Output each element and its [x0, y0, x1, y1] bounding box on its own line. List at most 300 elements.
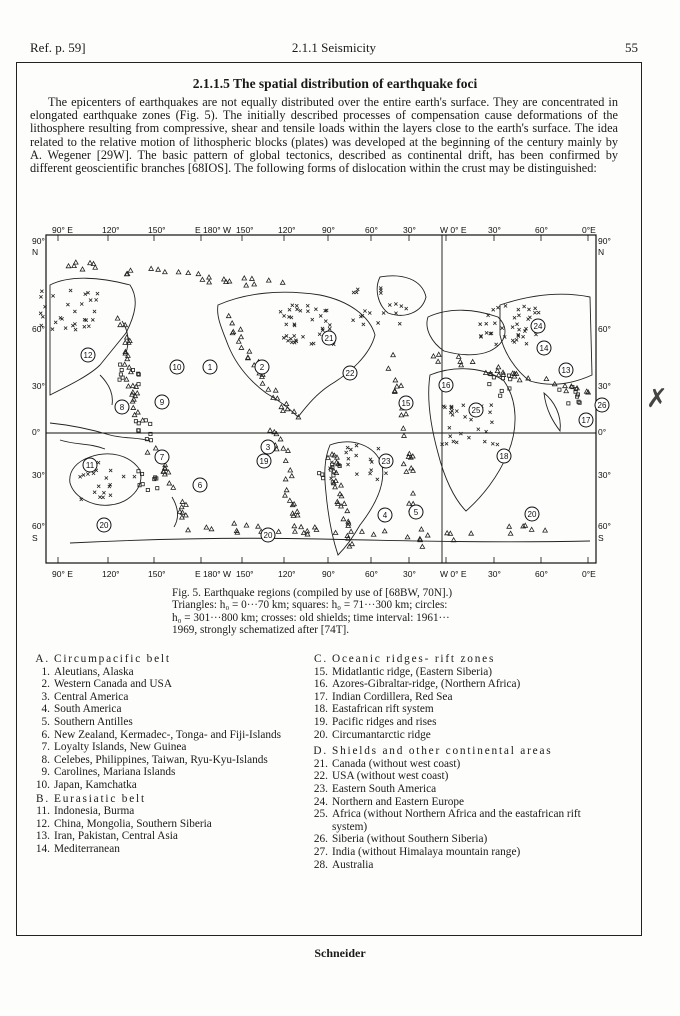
shallow-focus-triangle: [124, 377, 129, 381]
shallow-focus-triangle: [286, 448, 291, 452]
shallow-focus-triangle: [284, 488, 289, 492]
legend-item-number: 8.: [41, 753, 50, 766]
old-shield-cross: [87, 325, 90, 328]
shallow-focus-triangle: [382, 529, 387, 533]
shallow-focus-triangle: [284, 402, 289, 406]
running-header: [30, 40, 638, 58]
legend-item-number: 14.: [35, 842, 50, 855]
region-number: 6: [197, 481, 203, 490]
old-shield-cross: [346, 463, 349, 466]
old-shield-cross: [469, 418, 472, 421]
caption-line: h₀ = 301···800 km; crosses: old shields; time interval: 1961···: [172, 611, 450, 624]
old-shield-cross: [452, 440, 455, 443]
shallow-focus-triangle: [283, 458, 288, 462]
shallow-focus-triangle: [393, 378, 398, 382]
intermediate-focus-square: [507, 374, 510, 377]
legend-item-number: 13.: [35, 830, 50, 843]
shallow-focus-triangle: [122, 362, 127, 366]
old-shield-cross: [363, 309, 366, 312]
legend-group-d: [312, 745, 612, 758]
region-number-label: [322, 331, 336, 345]
old-shield-cross: [314, 308, 317, 311]
shallow-focus-triangle: [115, 316, 120, 320]
old-shield-cross: [485, 322, 488, 325]
legend-item: [34, 716, 314, 729]
region-number-label: [469, 403, 483, 417]
region-number-label: [378, 508, 392, 522]
intermediate-focus-square: [119, 363, 122, 366]
axis-ticks: [58, 235, 588, 563]
old-shield-cross: [306, 310, 309, 313]
group-title: Circumpacific belt: [54, 653, 171, 665]
shallow-focus-triangle: [266, 278, 271, 282]
shallow-focus-triangle: [469, 531, 474, 535]
shallow-focus-triangle: [227, 279, 232, 283]
shallow-focus-triangle: [273, 388, 278, 392]
region-number: 11: [85, 461, 95, 470]
old-shield-cross: [290, 341, 293, 344]
old-shield-cross: [356, 288, 359, 291]
region-number: 20: [527, 510, 537, 519]
legend-item: [312, 770, 612, 783]
longitude-label: 120°: [278, 569, 296, 579]
legend-item: [312, 716, 612, 729]
longitude-label: 150°: [148, 569, 166, 579]
legend-item-number: 7.: [41, 741, 50, 754]
legend-item-text: Eastafrican rift system: [332, 703, 434, 716]
latitude-label: N: [598, 247, 605, 257]
shallow-focus-triangle: [131, 383, 136, 387]
shallow-focus-triangle: [407, 451, 412, 455]
legend-item-number: 6.: [41, 728, 50, 741]
group-title: Shields and other continental areas: [332, 745, 553, 758]
old-shield-cross: [384, 472, 387, 475]
legend-item: [34, 678, 314, 691]
old-shield-cross: [394, 302, 397, 305]
old-shield-cross: [96, 292, 99, 295]
old-shield-cross: [91, 318, 94, 321]
region-number-label: [155, 395, 169, 409]
shallow-focus-triangle: [186, 528, 191, 532]
longitude-label: 150°: [236, 569, 254, 579]
intermediate-focus-square: [567, 402, 570, 405]
shallow-focus-triangle: [436, 352, 441, 356]
old-shield-cross: [286, 339, 289, 342]
old-shield-cross: [492, 308, 495, 311]
longitude-label: 120°: [278, 225, 296, 235]
legend-items-a: [34, 666, 314, 792]
group-letter: D.: [313, 745, 328, 758]
longitude-label: 0°E: [582, 225, 596, 235]
shallow-focus-triangle: [458, 359, 463, 363]
old-shield-cross: [109, 494, 112, 497]
shallow-focus-triangle: [419, 527, 424, 531]
latitude-label: 90°: [32, 236, 45, 246]
shallow-focus-triangle: [349, 529, 354, 533]
shallow-focus-triangle: [399, 383, 404, 387]
legend-item-text: Carolines, Mariana Islands: [54, 766, 176, 779]
intermediate-focus-square: [499, 394, 502, 397]
old-shield-cross: [388, 303, 391, 306]
old-shield-cross: [491, 442, 494, 445]
old-shield-cross: [462, 404, 465, 407]
shallow-focus-triangle: [341, 517, 346, 521]
region-number-label: [531, 319, 545, 333]
legend-item: [312, 703, 612, 716]
region-number: 26: [597, 401, 607, 410]
old-shield-cross: [301, 335, 304, 338]
latitude-label: N: [32, 247, 39, 257]
shallow-focus-triangle: [244, 283, 249, 287]
old-shield-cross: [525, 342, 528, 345]
shallow-focus-triangle: [436, 359, 441, 363]
shallow-focus-triangle: [288, 498, 293, 502]
shallow-focus-triangle: [386, 366, 391, 370]
legend-item-text: Celebes, Philippines, Taiwan, Ryu-Kyu-Islands: [54, 753, 268, 766]
old-shield-cross: [345, 451, 348, 454]
legend-item-text: Siberia (without Southern Siberia): [332, 833, 488, 846]
intermediate-focus-square: [137, 383, 140, 386]
legend-item-text: Midatlantic ridge, (Eastern Siberia): [332, 665, 492, 678]
legend-item-text: Iran, Pakistan, Central Asia: [54, 830, 178, 843]
legend-item: [34, 830, 314, 843]
group-title: Oceanic ridges- rift zones: [332, 653, 496, 665]
region-number: 9: [159, 398, 165, 407]
shallow-focus-triangle: [281, 446, 286, 450]
shallow-focus-triangle: [207, 275, 212, 279]
intermediate-focus-square: [119, 373, 122, 376]
intermediate-focus-square: [492, 376, 495, 379]
old-shield-cross: [285, 334, 288, 337]
intermediate-focus-square: [500, 389, 503, 392]
region-number: 15: [401, 399, 411, 408]
legend-item-number: 19.: [313, 715, 328, 728]
section-title: 2.1.1.5 The spatial distribution of earthquake foci: [192, 76, 478, 91]
region-number: 16: [441, 381, 451, 390]
old-shield-cross: [370, 469, 373, 472]
old-shield-cross: [355, 291, 358, 294]
old-shield-cross: [445, 442, 448, 445]
old-shield-cross: [522, 335, 525, 338]
intermediate-focus-square: [577, 400, 580, 403]
longitude-label: 120°: [102, 569, 120, 579]
region-number: 1: [207, 363, 213, 372]
latitude-label: S: [32, 533, 38, 543]
legend-item-text: Southern Antilles: [54, 715, 133, 728]
legend-item-number: 20.: [313, 728, 328, 741]
legend-item: [312, 859, 612, 872]
shallow-focus-triangle: [239, 335, 244, 339]
latitude-label: 30°: [32, 470, 45, 480]
old-shield-cross: [133, 475, 136, 478]
legend-item-text: Eastern South America: [332, 782, 437, 795]
old-shield-cross: [328, 327, 331, 330]
legend-group-a: [34, 653, 314, 666]
old-shield-cross: [455, 410, 458, 413]
legend-item-number: 23.: [313, 782, 328, 795]
shallow-focus-triangle: [256, 524, 261, 528]
intermediate-focus-square: [322, 477, 325, 480]
region-number: 20: [263, 531, 273, 540]
old-shield-cross: [455, 441, 458, 444]
old-shield-cross: [537, 311, 540, 314]
region-number: 10: [172, 363, 182, 372]
legend-item-number: 26.: [313, 833, 328, 846]
shallow-focus-triangle: [402, 433, 407, 437]
shallow-focus-triangle: [180, 499, 185, 503]
legend-item-text: USA (without west coast): [332, 770, 449, 783]
old-shield-cross: [306, 304, 309, 307]
shallow-focus-triangle: [360, 529, 365, 533]
shallow-focus-triangle: [196, 272, 201, 276]
shallow-focus-triangle: [507, 524, 512, 528]
margin-check-mark: ✗: [646, 384, 668, 414]
legend-item: [312, 729, 612, 742]
old-shield-cross: [51, 294, 54, 297]
shallow-focus-triangle: [236, 339, 241, 343]
region-number: 2: [259, 363, 265, 372]
old-shield-cross: [74, 328, 77, 331]
old-shield-cross: [71, 324, 74, 327]
old-shield-cross: [368, 311, 371, 314]
shallow-focus-triangle: [239, 345, 244, 349]
shallow-focus-triangle: [371, 532, 376, 536]
header-reference: Ref. p. 59]: [30, 40, 86, 55]
region-number-label: [525, 507, 539, 521]
shallow-focus-triangle: [299, 525, 304, 529]
old-shield-cross: [82, 473, 85, 476]
region-number-label: [83, 458, 97, 472]
latitude-label: 30°: [32, 381, 45, 391]
shallow-focus-triangle: [125, 335, 130, 339]
shallow-focus-triangle: [280, 280, 285, 284]
shallow-focus-triangle: [278, 437, 283, 441]
longitude-label: 90°: [322, 225, 335, 235]
intermediate-focus-square: [120, 368, 123, 371]
caption-line: Triangles: h₀ = 0···70 km; squares: h₀ = 71···300 km; circles:: [172, 599, 448, 612]
legend-item-text: Africa (without Northern Africa and the eastafrican rift system): [332, 808, 581, 833]
old-shield-cross: [490, 403, 493, 406]
old-shield-cross: [97, 485, 100, 488]
latitude-label: 60°: [598, 324, 611, 334]
old-shield-cross: [109, 469, 112, 472]
region-number: 13: [561, 366, 571, 375]
author-footer: Schneider: [314, 946, 366, 960]
legend-item: [312, 796, 612, 809]
legend-item: [34, 766, 314, 779]
longitude-label: 120°: [102, 225, 120, 235]
old-shield-cross: [368, 472, 371, 475]
old-shield-cross: [533, 311, 536, 314]
shallow-focus-triangle: [404, 469, 409, 473]
shallow-focus-triangle: [244, 523, 249, 527]
shallow-focus-triangle: [281, 408, 286, 412]
region-number-label: [255, 360, 269, 374]
shallow-focus-triangle: [289, 474, 294, 478]
legend-item: [34, 805, 314, 818]
longitude-label: 30°: [488, 225, 501, 235]
old-shield-cross: [296, 308, 299, 311]
shallow-focus-triangle: [154, 446, 159, 450]
intro-paragraph: The epicenters of earthquakes are not equally distributed over the entire earth's surface. They are concentrated in elongated earthquake zones (Fig. 5). The initially described processes of compensation cause deformations of the lithosphere resulting from compressive, shear and tensile loads within the layers close to the earth's surface. The idea related to the relative motion of lithospheric blocks (plates) was developed at the beginning of the century mainly by A. Wegener [29W]. The basic pattern of global tectonics, described as continental drift, has been confirmed by different geoscientific branches [68IOS]. The following forms of dislocation within the crust may be distinguished:: [30, 95, 618, 176]
region-number: 17: [581, 416, 591, 425]
shallow-focus-triangle: [288, 468, 293, 472]
shallow-focus-triangle: [204, 525, 209, 529]
shallow-focus-triangle: [207, 280, 212, 284]
region-number-label: [115, 400, 129, 414]
longitude-label: 0°E: [582, 569, 596, 579]
shallow-focus-triangle: [250, 276, 255, 280]
shallow-focus-triangle: [80, 267, 85, 271]
old-shield-cross: [39, 312, 42, 315]
shallow-focus-triangle: [333, 485, 338, 489]
region-number-label: [170, 360, 184, 374]
shallow-focus-triangle: [136, 410, 141, 414]
region-number-label: [261, 528, 275, 542]
intermediate-focus-square: [558, 388, 561, 391]
old-shield-cross: [319, 314, 322, 317]
shallow-focus-triangle: [339, 483, 344, 487]
old-shield-cross: [40, 290, 43, 293]
region-number-label: [439, 378, 453, 392]
latitude-label: S: [598, 533, 604, 543]
old-shield-cross: [488, 411, 491, 414]
old-shield-cross: [490, 421, 493, 424]
intermediate-focus-square: [509, 378, 512, 381]
old-shield-cross: [73, 310, 76, 313]
old-shield-cross: [295, 340, 298, 343]
shallow-focus-triangle: [456, 354, 461, 358]
shallow-focus-triangle: [176, 270, 181, 274]
legend-item-text: China, Mongolia, Southern Siberia: [54, 817, 212, 830]
legend-item-number: 18.: [313, 703, 328, 716]
old-shield-cross: [295, 304, 298, 307]
longitude-label: 90°: [322, 569, 335, 579]
old-shield-cross: [504, 304, 507, 307]
shallow-focus-triangle: [431, 354, 436, 358]
legend-item-text: India (without Himalaya mountain range): [332, 845, 521, 858]
old-shield-cross: [282, 336, 285, 339]
longitude-label: 30°: [403, 569, 416, 579]
region-number-label: [409, 505, 423, 519]
longitude-label: 60°: [365, 225, 378, 235]
longitude-label: W 0° E: [440, 225, 467, 235]
region-number: 5: [413, 508, 419, 517]
shallow-focus-triangle: [242, 276, 247, 280]
longitude-label: 60°: [535, 225, 548, 235]
shallow-focus-triangle: [425, 533, 430, 537]
old-shield-cross: [347, 457, 350, 460]
shallow-focus-triangle: [167, 481, 172, 485]
region-number-label: [203, 360, 217, 374]
legend-item-number: 15.: [313, 665, 328, 678]
legend-items-d: [312, 758, 612, 871]
old-shield-cross: [464, 415, 467, 418]
old-shield-cross: [496, 306, 499, 309]
region-number: 7: [159, 453, 165, 462]
legend-item: [312, 691, 612, 704]
legend-item-text: South America: [54, 703, 122, 716]
right-latitude-labels: [598, 236, 611, 543]
shallow-focus-triangle: [131, 405, 136, 409]
old-shield-cross: [310, 342, 313, 345]
old-shield-cross: [105, 476, 108, 479]
longitude-label: 90° E: [52, 225, 73, 235]
region-number-label: [97, 518, 111, 532]
shallow-focus-triangle: [226, 314, 231, 318]
intermediate-focus-square: [156, 487, 159, 490]
old-shield-cross: [527, 308, 530, 311]
old-shield-cross: [328, 323, 331, 326]
legend-group-b: [34, 793, 314, 806]
shallow-focus-triangle: [470, 359, 475, 363]
legend-item-number: 21.: [313, 757, 328, 770]
left-latitude-labels: [32, 236, 45, 543]
shallow-focus-triangle: [200, 277, 205, 281]
old-shield-cross: [282, 314, 285, 317]
legend-right-column: [312, 652, 612, 871]
legend-item-number: 12.: [35, 817, 50, 830]
legend-item-text: Central America: [54, 690, 129, 703]
old-shield-cross: [495, 343, 498, 346]
longitude-label: 90° E: [52, 569, 73, 579]
old-shield-cross: [79, 475, 82, 478]
region-number: 23: [381, 457, 391, 466]
region-number: 20: [99, 521, 109, 530]
group-title: Eurasiatic belt: [54, 792, 146, 805]
caption-line: 1969, strongly schematized after [74T].: [172, 623, 350, 636]
old-shield-cross: [355, 473, 358, 476]
old-shield-cross: [493, 322, 496, 325]
old-shield-cross: [467, 436, 470, 439]
shallow-focus-triangle: [333, 530, 338, 534]
shallow-focus-triangle: [128, 268, 133, 272]
region-number: 4: [382, 511, 388, 520]
old-shield-cross: [86, 472, 89, 475]
longitude-label: 30°: [488, 569, 501, 579]
shallow-focus-triangle: [399, 413, 404, 417]
header-section: 2.1.1 Seismicity: [291, 40, 377, 55]
old-shield-cross: [93, 491, 96, 494]
old-shield-cross: [513, 316, 516, 319]
old-shield-cross: [528, 316, 531, 319]
shallow-focus-triangle: [163, 270, 168, 274]
latitude-label: 90°: [598, 236, 611, 246]
latitude-label: 0°: [32, 427, 41, 437]
shallow-focus-triangle: [563, 384, 568, 388]
shallow-focus-triangle: [342, 501, 347, 505]
legend-item: [34, 779, 314, 792]
old-shield-cross: [355, 444, 358, 447]
region-number: 18: [499, 452, 509, 461]
group-letter: B.: [36, 792, 50, 805]
legend-item-number: 1.: [41, 665, 50, 678]
old-shield-cross: [122, 475, 125, 478]
old-shield-cross: [449, 435, 452, 438]
old-shield-cross: [515, 338, 518, 341]
shallow-focus-triangle: [420, 544, 425, 548]
old-shield-cross: [483, 440, 486, 443]
bottom-longitude-labels: [52, 569, 596, 579]
region-number-label: [81, 348, 95, 362]
old-shield-cross: [515, 323, 518, 326]
shallow-focus-triangle: [127, 365, 132, 369]
legend-item-text: Japan, Kamchatka: [54, 778, 137, 791]
region-number: 8: [119, 403, 125, 412]
caption-line: Fig. 5. Earthquake regions (compiled by use of [68BW, 70N].): [172, 587, 453, 599]
shallow-focus-triangle: [156, 267, 161, 271]
old-shield-cross: [89, 298, 92, 301]
